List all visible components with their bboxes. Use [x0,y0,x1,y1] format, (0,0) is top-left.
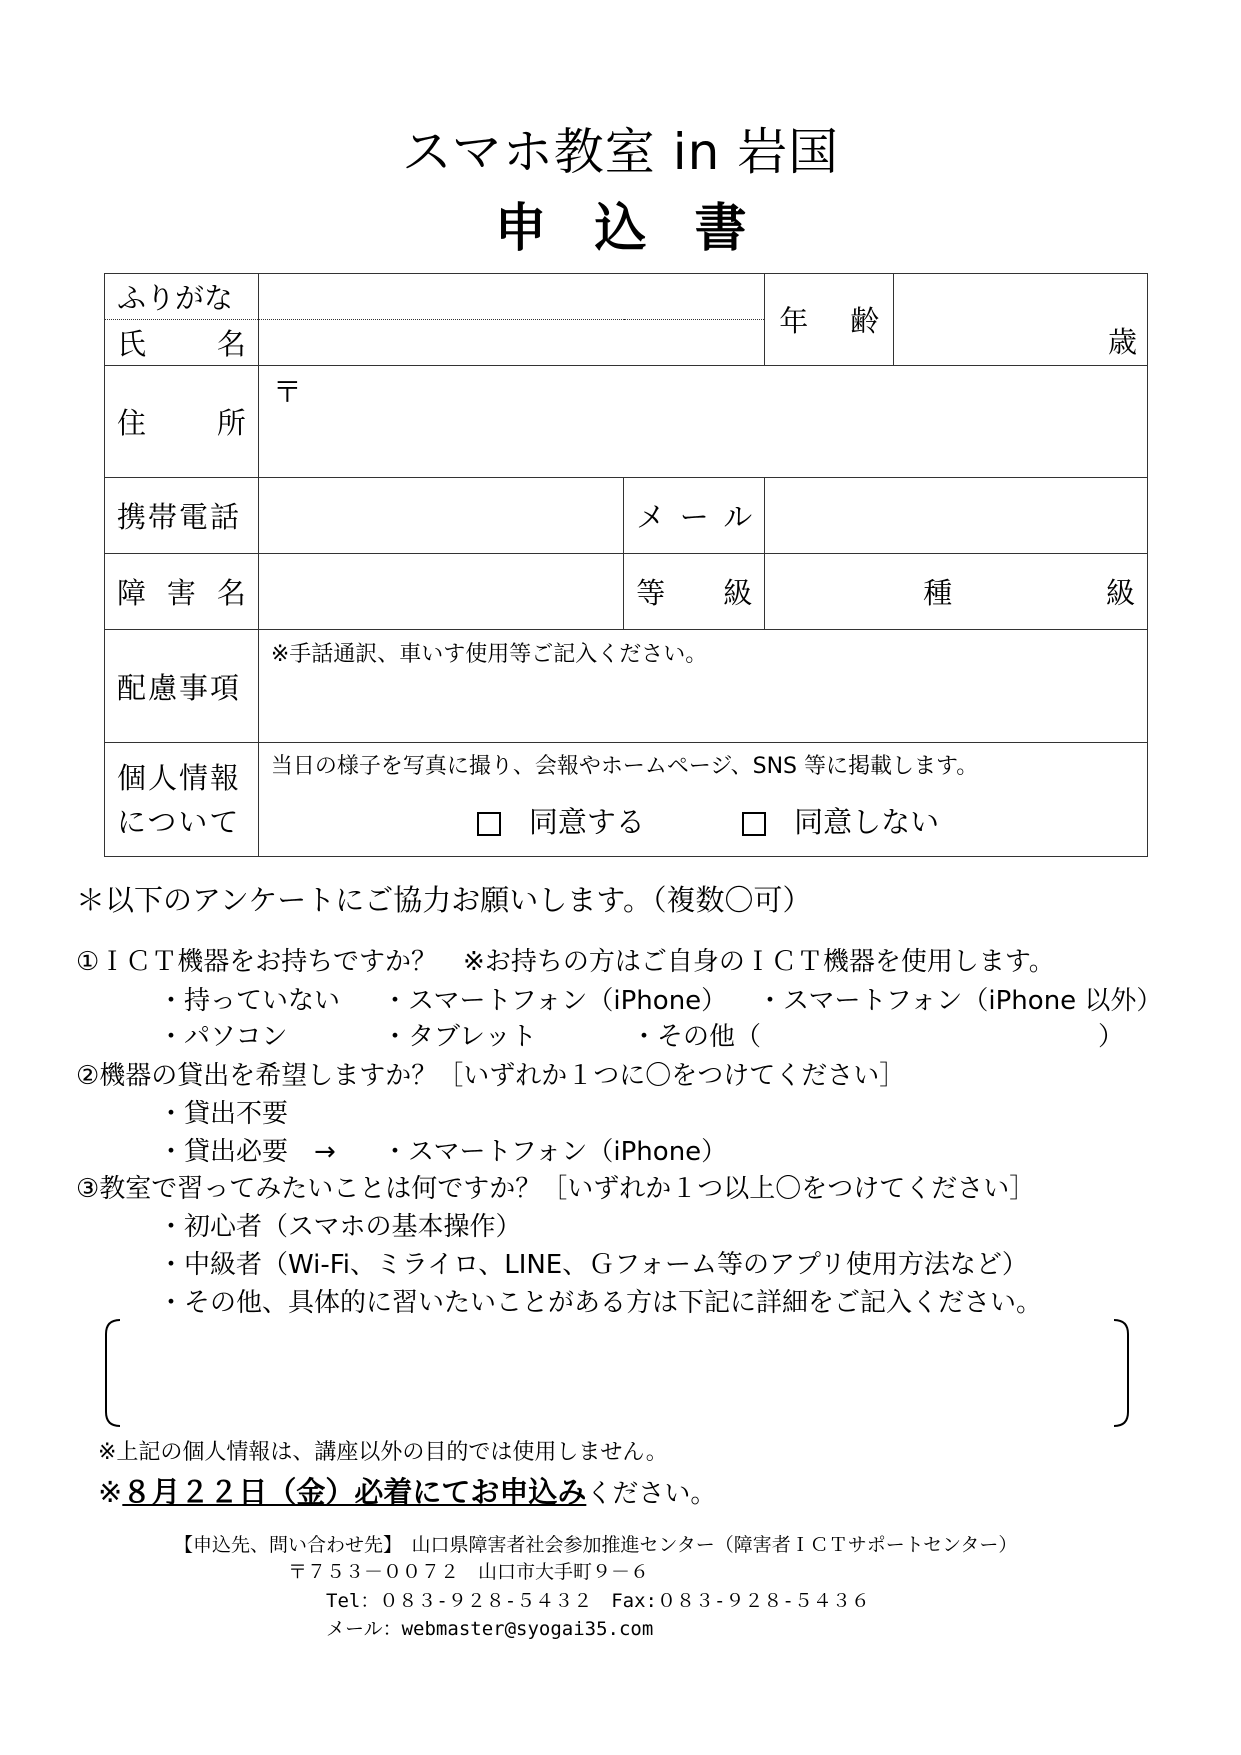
name-field[interactable] [258,320,764,366]
contact-phone: Tel：０８３-９２８-５４３２ Fax:０８３-９２８-５４３６ [326,1590,870,1612]
postal-mark: 〒 [272,375,302,409]
q3-option-intermediate[interactable]: ・中級者（Wi-Fi、ミライロ、LINE、Ｇフォーム等のアプリ使用方法など） [158,1250,1028,1280]
consideration-label: 配慮事項 [105,630,259,743]
question-3: ③教室で習ってみたいことは何ですか？［いずれか１つ以上〇をつけてください］ [76,1174,1036,1204]
deadline-date: ８月２２日（金）必着にてお申込み [122,1475,587,1509]
q3-option-other[interactable]: ・その他、具体的に習いたいことがある方は下記に詳細をご記入ください。 [158,1288,1043,1318]
q1-option-pc[interactable]: ・パソコン [158,1022,288,1052]
q1-option-tablet[interactable]: ・タブレット [382,1022,537,1052]
q1-option-other-smartphone[interactable]: ・スマートフォン（iPhone 以外） [757,986,1163,1016]
page-subtitle: 申込書 [494,199,795,259]
agree-checkbox[interactable] [477,812,501,836]
privacy-disclaimer: ※上記の個人情報は、講座以外の目的では使用しません。 [98,1440,668,1465]
page-title: スマホ教室 in 岩国 [401,123,840,181]
mail-label: メ ー ル [624,478,765,554]
mobile-label: 携帯電話 [105,478,259,554]
q1-option-none[interactable]: ・持っていない [158,986,341,1016]
question-2: ②機器の貸出を希望しますか？［いずれか１つに〇をつけてください］ [76,1061,906,1091]
contact-email[interactable]: メール：webmaster@syogai35.com [326,1618,654,1640]
privacy-field [258,743,1147,857]
q2-option-iphone[interactable]: ・スマートフォン（iPhone） [382,1137,728,1167]
agree-option[interactable]: 同意する [477,805,654,839]
application-form [104,273,1148,857]
contact-organization: 【申込先、問い合わせ先】 山口県障害者社会参加推進センター（障害者ＩＣＴサポートセンター） [174,1534,1018,1556]
kind-label: 種 [923,576,953,610]
disability-label: 障 害 名 [105,554,259,630]
bracket-frame [104,1318,1130,1428]
q1-option-iphone[interactable]: ・スマートフォン（iPhone） [382,986,728,1016]
name-label: 氏 名 [105,320,259,366]
q3-option-beginner[interactable]: ・初心者（スマホの基本操作） [158,1212,522,1242]
deadline-note: ※８月２２日（金）必着にてお申込みください。 [98,1475,717,1509]
grade-unit: 級 [1105,576,1135,610]
q1-option-other-close: ） [1098,1022,1125,1052]
furigana-label: ふりがな [105,274,259,320]
consideration-note: ※手話通訳、車いす使用等ご記入ください。 [270,642,708,667]
privacy-note: 当日の様子を写真に撮り、会報やホームページ、SNS 等に掲載します。 [270,754,979,779]
grade-label: 等 級 [624,554,765,630]
mobile-field[interactable] [258,478,623,554]
furigana-field[interactable] [258,274,764,320]
address-label: 住 所 [105,366,259,478]
survey-heading: ＊以下のアンケートにご協力お願いします。（複数〇可） [76,883,812,917]
grade-field[interactable] [765,554,1148,630]
address-field[interactable] [258,366,1147,478]
contact-address: 〒７５３－００７２ 山口市大手町９－６ [288,1561,650,1583]
mail-field[interactable] [765,478,1148,554]
q1-option-other[interactable]: ・その他（ [631,1022,762,1052]
age-label: 年 齢 [765,274,894,366]
q2-option-needed[interactable]: ・貸出必要 → [158,1137,336,1167]
q2-option-not-needed[interactable]: ・貸出不要 [158,1099,289,1129]
disability-field[interactable] [258,554,623,630]
question-1: ①ＩＣＴ機器をお持ちですか？ ※お持ちの方はご自身のＩＣＴ機器を使用します。 [76,947,1055,977]
privacy-label: 個人情報 について [105,743,259,857]
disagree-option[interactable]: 同意しない [742,805,939,839]
consideration-field[interactable] [258,630,1147,743]
free-text-area[interactable] [104,1318,1130,1428]
age-unit: 歳 [1107,325,1137,359]
disagree-checkbox[interactable] [742,812,766,836]
age-field[interactable] [894,274,1148,366]
